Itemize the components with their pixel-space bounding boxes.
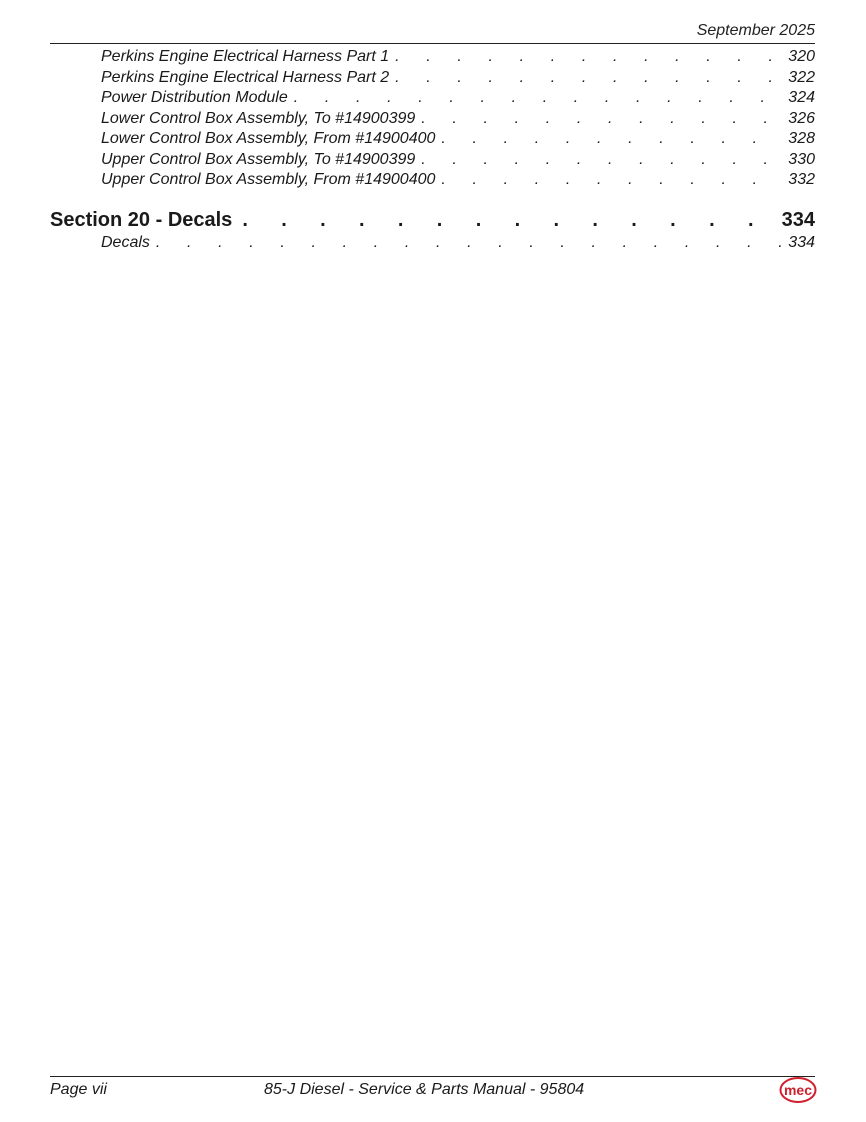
toc-entry[interactable]	[101, 109, 815, 129]
toc-entry-page: 320	[788, 48, 815, 65]
mec-logo	[779, 1076, 817, 1104]
toc-entry-title: Lower Control Box Assembly, From #14900400	[101, 130, 436, 147]
dot-leader	[421, 150, 782, 170]
header-divider	[50, 43, 815, 44]
dot-leader	[441, 170, 782, 190]
toc-entry[interactable]	[101, 233, 815, 253]
toc-entry-title: Perkins Engine Electrical Harness Part 1	[101, 48, 390, 65]
toc-entry-title: Upper Control Box Assembly, To #14900399	[101, 151, 416, 168]
dot-leader	[395, 47, 782, 67]
logo-text: mec	[783, 1082, 813, 1098]
dot-leader	[421, 109, 782, 129]
toc-entry-title: Power Distribution Module	[101, 89, 288, 106]
dot-leader	[294, 88, 783, 108]
toc-entry-title: Perkins Engine Electrical Harness Part 2	[101, 69, 390, 86]
toc-entry[interactable]	[101, 88, 815, 108]
toc-entry-page: 332	[788, 171, 815, 188]
toc-entry-page: 324	[788, 89, 815, 106]
footer-manual-title: 85-J Diesel - Service & Parts Manual - 95804	[264, 1081, 585, 1098]
toc-entry-title: Lower Control Box Assembly, To #14900399	[101, 110, 416, 127]
toc-entry-title: Decals	[101, 234, 150, 251]
footer-page-number: Page vii	[50, 1081, 107, 1098]
footer-divider	[50, 1076, 815, 1077]
toc-entry-page: 328	[788, 130, 815, 147]
dot-leader	[156, 233, 782, 253]
toc-section-page: 334	[781, 209, 815, 231]
toc-entry-page: 330	[788, 151, 815, 168]
toc-entry-page: 326	[788, 110, 815, 127]
toc-entry[interactable]	[101, 68, 815, 88]
toc-entry[interactable]	[101, 170, 815, 190]
toc-section-heading[interactable]	[50, 208, 815, 232]
dot-leader	[242, 208, 777, 232]
toc-entry[interactable]	[101, 150, 815, 170]
dot-leader	[441, 129, 782, 149]
toc-entry[interactable]	[101, 129, 815, 149]
toc-entry-title: Upper Control Box Assembly, From #14900400	[101, 171, 436, 188]
toc-entry-page: 322	[788, 69, 815, 86]
toc-section-title: Section 20 - Decals	[50, 209, 233, 231]
toc-entry-page: 334	[788, 234, 815, 251]
toc-entry[interactable]	[101, 47, 815, 67]
dot-leader	[395, 68, 782, 88]
header-date: September 2025	[696, 22, 815, 39]
